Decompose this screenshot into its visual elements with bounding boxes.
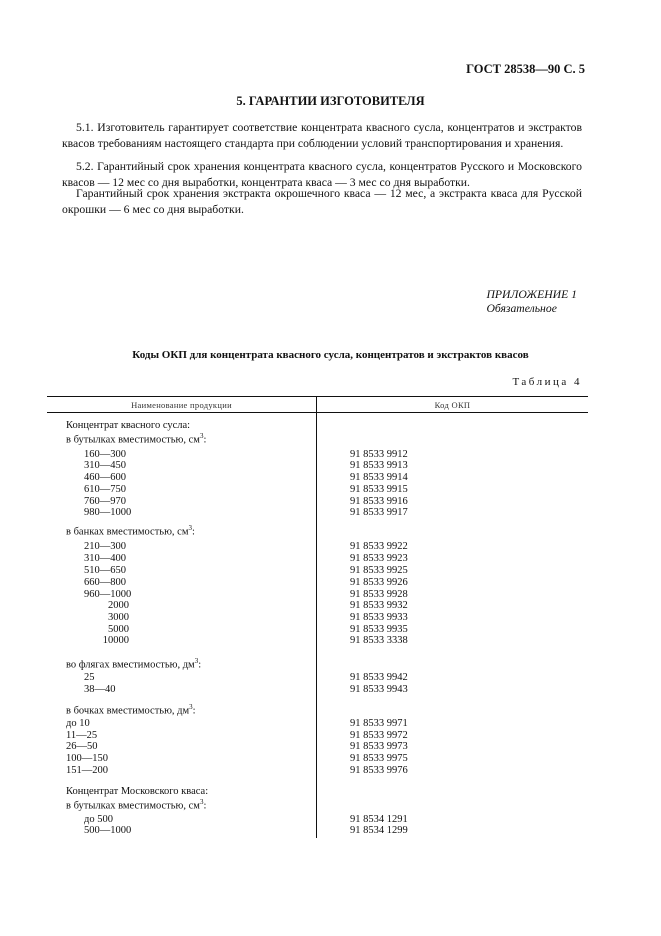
okp-code: 91 8533 9912 bbox=[350, 449, 408, 460]
product-capacity-range bbox=[84, 612, 129, 623]
appendix-heading bbox=[486, 288, 577, 316]
okp-code: 91 8533 9928 bbox=[350, 589, 408, 600]
paragraph-text: Гарантийный срок хранения экстракта окрошечного кваса — 12 мес, а экстракта кваса для Русской окрошки — 6 мес со дня выработки. bbox=[62, 187, 582, 216]
product-capacity-range bbox=[66, 753, 108, 764]
row-name-text: в бутылках вместимостью, см bbox=[66, 434, 200, 446]
okp-code: 91 8534 1299 bbox=[350, 825, 408, 836]
row-name-text: 3000 bbox=[108, 612, 129, 623]
row-name-text: в бочках вместимостью, дм bbox=[66, 705, 190, 717]
okp-code: 91 8533 9914 bbox=[350, 472, 408, 483]
okp-code: 91 8534 1291 bbox=[350, 814, 408, 825]
okp-code: 91 8533 9973 bbox=[350, 741, 408, 752]
okp-code: 91 8533 9926 bbox=[350, 577, 408, 588]
okp-code: 91 8533 9975 bbox=[350, 753, 408, 764]
row-name-text: 160—300 bbox=[84, 449, 126, 460]
table-group-heading bbox=[66, 523, 195, 538]
table-column-divider bbox=[316, 396, 317, 838]
row-name-text: 25 bbox=[84, 672, 95, 683]
section-title: 5. ГАРАНТИИ ИЗГОТОВИТЕЛЯ bbox=[236, 94, 425, 108]
product-capacity-range bbox=[84, 600, 129, 611]
row-name-text: 11—25 bbox=[66, 730, 98, 741]
paragraph-text: 5.2. Гарантийный срок хранения концентрата квасного сусла, концентратов Русского и Московского квасов — 12 мес со дня выработки, концентрата кваса — 3 мес со дня выработки. bbox=[62, 160, 582, 189]
row-name-text: 5000 bbox=[108, 624, 129, 635]
okp-code: 91 8533 9942 bbox=[350, 672, 408, 683]
table-group-heading bbox=[66, 656, 201, 671]
unit-superscript: 3 bbox=[199, 798, 204, 806]
okp-code: 91 8533 9913 bbox=[350, 460, 408, 471]
row-name-text: 980—1000 bbox=[84, 507, 132, 518]
row-name-text: 660—800 bbox=[84, 577, 126, 588]
product-capacity-range bbox=[66, 765, 108, 776]
row-name-text: 310—450 bbox=[84, 460, 126, 471]
product-capacity-range bbox=[84, 507, 131, 518]
row-name-tail: : bbox=[203, 434, 207, 446]
table-header-rule bbox=[47, 412, 588, 413]
unit-superscript: 3 bbox=[199, 432, 204, 440]
row-name-text: в бутылках вместимостью, см bbox=[66, 800, 200, 812]
product-capacity-range bbox=[84, 565, 126, 576]
paragraph-text: 5.1. Изготовитель гарантирует соответствие концентрата квасного сусла, концентратов и экстрактов квасов требованиям настоящего стандарта при соблюдении условий транспортирования и хранения. bbox=[62, 121, 582, 150]
row-name-text: 26—50 bbox=[66, 741, 98, 752]
paragraph-5-1 bbox=[62, 120, 582, 151]
row-name-text: 100—150 bbox=[66, 753, 108, 764]
row-name-text: 310—400 bbox=[84, 553, 126, 564]
row-name-text: 10000 bbox=[102, 635, 129, 646]
row-name-text: 500—1000 bbox=[84, 825, 132, 836]
product-capacity-range bbox=[84, 672, 95, 683]
row-name-text: в банках вместимостью, см bbox=[66, 526, 189, 538]
product-capacity-range bbox=[66, 730, 97, 741]
row-name-text: до 10 bbox=[66, 718, 90, 729]
okp-code: 91 8533 9916 bbox=[350, 496, 408, 507]
paragraph-warranty-extracts bbox=[62, 186, 582, 217]
row-name-tail: : bbox=[203, 800, 207, 812]
row-name-text: 610—750 bbox=[84, 484, 126, 495]
product-capacity-range bbox=[66, 741, 98, 752]
product-capacity-range bbox=[84, 460, 126, 471]
product-capacity-range bbox=[84, 624, 129, 635]
page-header: ГОСТ 28538—90 С. 5 bbox=[466, 62, 585, 76]
row-name-text: 38—40 bbox=[84, 684, 116, 695]
okp-code: 91 8533 9933 bbox=[350, 612, 408, 623]
product-capacity-range bbox=[84, 553, 126, 564]
row-name-text: Концентрат квасного сусла: bbox=[66, 420, 191, 431]
okp-code: 91 8533 9915 bbox=[350, 484, 408, 495]
product-capacity-range bbox=[84, 577, 126, 588]
row-name-text: 960—1000 bbox=[84, 589, 132, 600]
okp-code: 91 8533 9935 bbox=[350, 624, 408, 635]
product-capacity-range bbox=[84, 541, 126, 552]
table-group-heading bbox=[66, 431, 206, 446]
row-name-tail: : bbox=[192, 705, 196, 717]
table-top-rule bbox=[47, 396, 588, 397]
okp-code: 91 8533 9923 bbox=[350, 553, 408, 564]
row-name-text: Концентрат Московского кваса: bbox=[66, 786, 209, 797]
okp-code: 91 8533 9976 bbox=[350, 765, 408, 776]
row-name-text: 2000 bbox=[108, 600, 129, 611]
table-group-heading bbox=[66, 797, 206, 812]
okp-code: 91 8533 9932 bbox=[350, 600, 408, 611]
product-capacity-range bbox=[84, 484, 126, 495]
row-name-tail: : bbox=[198, 659, 202, 671]
unit-superscript: 3 bbox=[189, 703, 193, 711]
row-name-text: до 500 bbox=[84, 814, 113, 825]
row-name-text: 510—650 bbox=[84, 565, 126, 576]
unit-superscript: 3 bbox=[194, 657, 199, 665]
row-name-text: 151—200 bbox=[66, 765, 108, 776]
appendix-title: ПРИЛОЖЕНИЕ 1 bbox=[486, 288, 577, 301]
unit-superscript: 3 bbox=[188, 524, 192, 532]
product-capacity-range bbox=[84, 589, 131, 600]
product-capacity-range bbox=[84, 635, 129, 646]
row-name-tail: : bbox=[192, 526, 195, 538]
okp-code: 91 8533 9925 bbox=[350, 565, 408, 576]
product-capacity-range bbox=[84, 825, 131, 836]
table-group-heading bbox=[66, 420, 190, 431]
okp-code: 91 8533 9922 bbox=[350, 541, 408, 552]
product-capacity-range bbox=[84, 684, 116, 695]
product-capacity-range bbox=[84, 814, 113, 825]
okp-code: 91 8533 9971 bbox=[350, 718, 408, 729]
table-group-heading bbox=[66, 786, 208, 797]
table-label: Таблица 4 bbox=[512, 376, 582, 388]
column-header-name: Наименование продукции bbox=[131, 400, 232, 410]
table-title: Коды ОКП для концентрата квасного сусла, концентратов и экстрактов квасов bbox=[132, 349, 529, 361]
okp-code: 91 8533 3338 bbox=[350, 635, 408, 646]
okp-code: 91 8533 9972 bbox=[350, 730, 408, 741]
appendix-subtitle: Обязательное bbox=[486, 302, 557, 315]
row-name-text: 210—300 bbox=[84, 541, 126, 552]
column-header-code: Код ОКП bbox=[434, 400, 471, 410]
product-capacity-range bbox=[84, 449, 126, 460]
okp-code: 91 8533 9943 bbox=[350, 684, 408, 695]
product-capacity-range bbox=[66, 718, 90, 729]
row-name-text: 460—600 bbox=[84, 472, 126, 483]
okp-code: 91 8533 9917 bbox=[350, 507, 408, 518]
product-capacity-range bbox=[84, 472, 126, 483]
product-capacity-range bbox=[84, 496, 126, 507]
table-group-heading bbox=[66, 702, 196, 717]
row-name-text: 760—970 bbox=[84, 496, 126, 507]
row-name-text: во флягах вместимостью, дм bbox=[66, 659, 195, 671]
